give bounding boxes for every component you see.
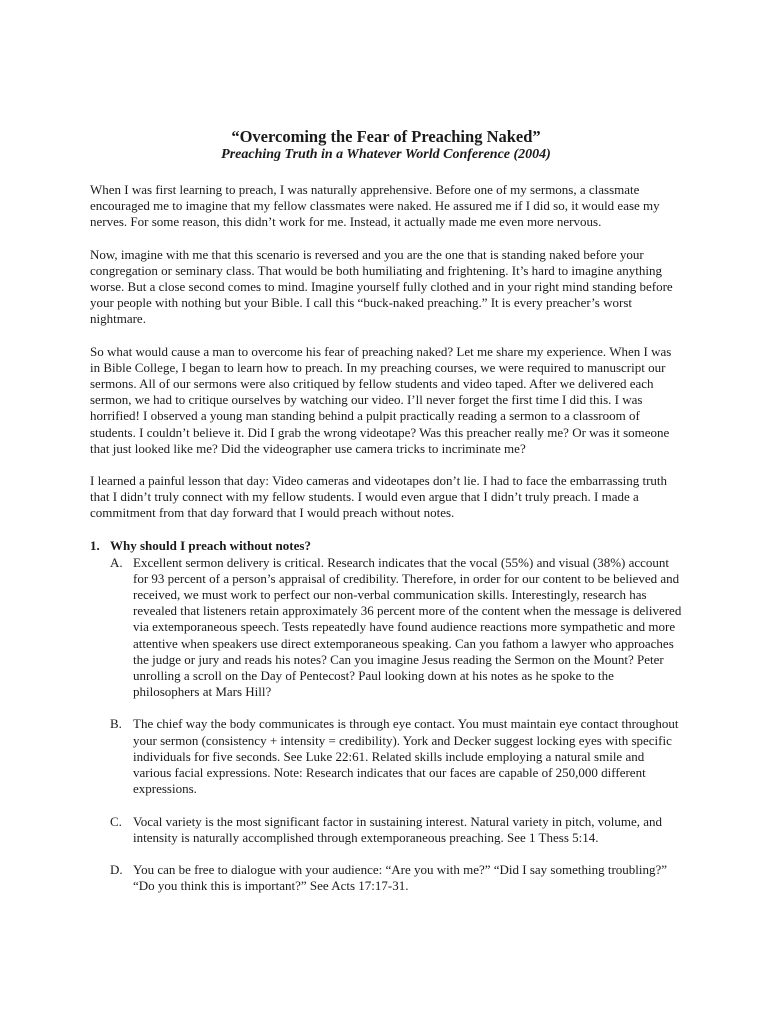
paragraph-4: I learned a painful lesson that day: Video cameras and videotapes don’t lie. I had to face the embarrassing truth that I didn’t truly connect with my fellow students. I would even argue that I didn’t truly preach. I made a commitment from that day forward that I would preach without notes. [90, 473, 668, 521]
list-item-letter: A. [110, 554, 123, 570]
document-title: “Overcoming the Fear of Preaching Naked” [231, 127, 541, 146]
paragraph-2: Now, imagine with me that this scenario is reversed and you are the one that is standing naked before your congregation or seminary class. That would be both humiliating and frightening. It’s hard to imagine anything worse. But a close second comes to mind. Imagine yourself fully clothed and in your right mind standing before your people with nothing but your Bible. I call this “buck-naked preaching.” It is every preacher’s worst nightmare. [90, 246, 673, 327]
document-page [90, 127, 682, 910]
section-list [90, 555, 682, 895]
list-item-text: The chief way the body communicates is through eye contact. You must maintain eye contact throughout your sermon (consistency + intensity = credibility). York and Decker suggest locking eyes with specific individuals for five seconds. See Luke 22:61. Related skills include employing a natural smile and various facial expressions. Note: Research indicates that our faces are capable of 250,000 different expressions. [133, 716, 679, 797]
list-item-letter: C. [110, 813, 122, 829]
list-item-text: Excellent sermon delivery is critical. Research indicates that the vocal (55%) and visual (38%) account for 93 percent of a person’s appraisal of credibility. Therefore, in order for our content to be believed and received, we must work to perfect our non-verbal communication skills. Interestingly, research has revealed that listeners retain approximately 36 percent more of the content when the message is delivered via extemporaneous speech. Tests repeatedly have found audience reactions more sympathetic and more attentive when speakers use direct extemporaneous speaking. Can you fathom a lawyer who approaches the judge or jury and reads his notes? Can you imagine Jesus reading the Sermon on the Mount? Peter unrolling a scroll on the Day of Pentecost? Paul looking down at his notes as he spoke to the philosophers at Mars Hill? [133, 554, 682, 700]
list-item-text: Vocal variety is the most significant factor in sustaining interest. Natural variety in pitch, volume, and intensity is naturally accomplished through extemporaneous preaching. See 1 Thess 5:14. [133, 813, 663, 845]
paragraph-3: So what would cause a man to overcome his fear of preaching naked? Let me share my experience. When I was in Bible College, I began to learn how to preach. In my preaching courses, we were required to manuscript our sermons. All of our sermons were also critiqued by fellow students and video taped. After we delivered each sermon, we had to critique ourselves by watching our video. I’ll never forget the first time I did this. I was horrified! I observed a young man standing behind a pulpit practically reading a sermon to a classroom of students. I couldn’t believe it. Did I grab the wrong videotape? Was this preacher really me? Or was it someone that just looked like me? Did the videographer use camera tricks to incriminate me? [90, 343, 672, 456]
list-item-letter: D. [110, 861, 123, 877]
list-item-b [90, 716, 682, 797]
section-heading-text: Why should I preach without notes? [110, 537, 311, 553]
document-subtitle: Preaching Truth in a Whatever World Conference (2004) [221, 147, 551, 162]
list-item-a [90, 555, 682, 701]
list-item-letter: B. [110, 716, 122, 732]
section-number: 1. [90, 537, 100, 553]
list-item-c [90, 814, 682, 846]
section-heading [90, 538, 682, 554]
list-item-d [90, 862, 682, 894]
paragraph-1: When I was first learning to preach, I was naturally apprehensive. Before one of my sermons, a classmate encouraged me to imagine that my fellow classmates were naked. He assured me if I did so, it would ease my nerves. For some reason, this didn’t work for me. Instead, it actually made me even more nervous. [90, 182, 660, 230]
list-item-text: You can be free to dialogue with your audience: “Are you with me?” “Did I say something troubling?” “Do you think this is important?” See Acts 17:17-31. [133, 861, 668, 894]
